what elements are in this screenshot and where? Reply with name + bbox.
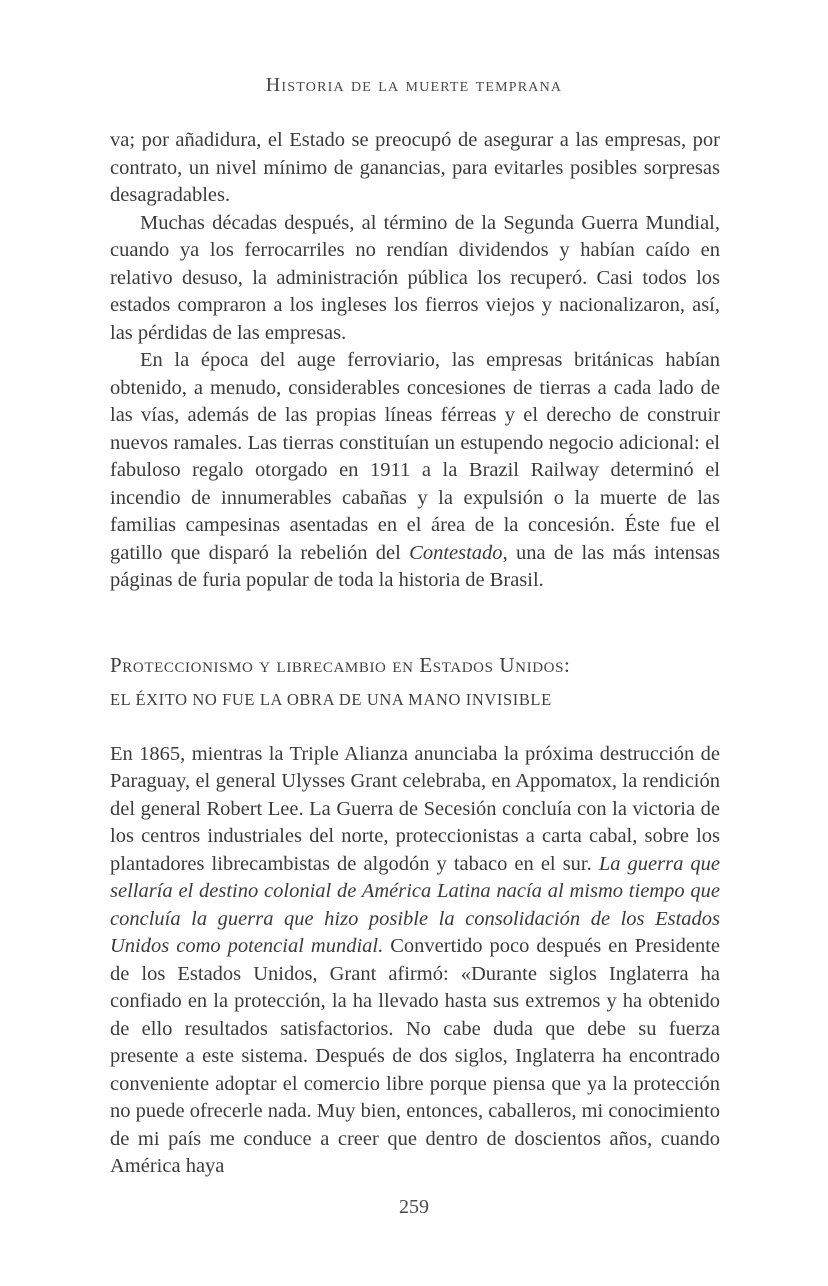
- italic-passage: La guerra que sellaría el destino colonial de América Latina nacía al mismo tiempo que concluía la guerra que hizo posible la consolidación de los Estados Unidos como potencial mundial.: [110, 852, 720, 957]
- paragraph: [110, 347, 720, 595]
- page-body: [110, 127, 720, 1181]
- running-header: Historia de la muerte temprana: [265, 74, 563, 96]
- page-number: 259: [399, 1196, 429, 1218]
- italic-term: Contestado: [409, 541, 503, 564]
- paragraph-text: En la época del auge ferroviario, las empresas británicas habían obtenido, a menudo, considerables concesiones de tierras a cada lado de las vías, además de las propias líneas férreas y el derecho de construir nuevos ramales. Las tierras constituían un estupendo negocio adicional: el fabuloso regalo otorgado en 1911 a la Brazil Railway determinó el incendio de innumerables cabañas y la expulsión o la muerte de las familias campesinas asentadas en el área de la concesión. Éste fue el gatillo que disparó la rebelión del: [110, 349, 720, 564]
- section-heading-line1: Proteccionismo y librecambio en Estados Unidos:: [110, 652, 571, 677]
- paragraph-text: Convertido poco después en Presidente de los Estados Unidos, Grant afirmó: «Durante siglos Inglaterra ha confiado en la protección, la ha llevado hasta sus extremos y ha obtenido de ello resultados satisfactorios. No cabe duda que debe su fuerza presente a este sistema. Después de dos siglos, Inglaterra ha encontrado conveniente adoptar el comercio libre porque piensa que ya la protección no puede ofrecerle nada. Muy bien, entonces, caballeros, mi conocimiento de mi país me conduce a creer que dentro de doscientos años, cuando América haya: [110, 935, 720, 1177]
- paragraph-text: En 1865, mientras la Triple Alianza anunciaba la próxima destrucción de Paraguay, el general Ulysses Grant celebraba, en Appomatox, la rendición del general Robert Lee. La Guerra de Secesión concluía con la victoria de los centros industriales del norte, proteccionistas a carta cabal, sobre los plantadores librecambistas de algodón y tabaco en el sur.: [110, 742, 720, 875]
- paragraph: [110, 741, 720, 1181]
- paragraph-text: , una de las más intensas páginas de furia popular de toda la historia de Brasil.: [110, 541, 720, 591]
- paragraph: Muchas décadas después, al término de la Segunda Guerra Mundial, cuando ya los ferrocarriles no rendían dividendos y habían caído en relativo desuso, la administración pública los recuperó. Casi todos los estados compraron a los ingleses los fierros viejos y nacionalizaron, así, las pérdidas de las empresas.: [110, 211, 720, 344]
- section-heading: [110, 647, 720, 715]
- section-heading-line2: EL ÉXITO NO FUE LA OBRA DE UNA MANO INVISIBLE: [110, 689, 552, 709]
- paragraph-continuation: va; por añadidura, el Estado se preocupó de asegurar a las empresas, por contrato, un nivel mínimo de ganancias, para evitarles posibles sorpresas desagradables.: [110, 129, 720, 206]
